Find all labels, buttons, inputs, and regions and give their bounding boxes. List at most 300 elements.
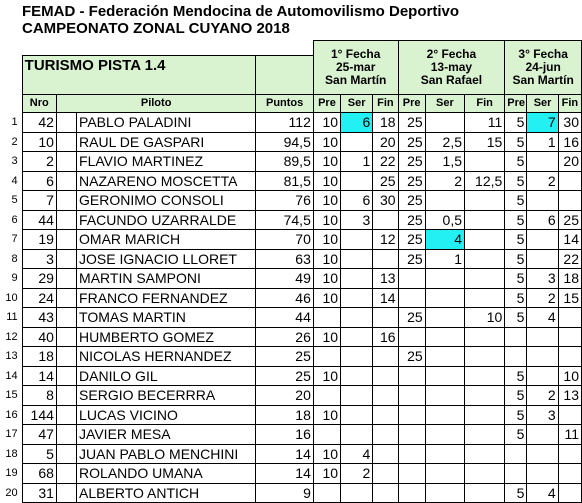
- car-number: 10: [22, 132, 56, 152]
- row-spacer: [56, 425, 76, 445]
- total-points: 49: [256, 269, 313, 289]
- race-points: 14: [373, 288, 398, 308]
- race-points: [527, 230, 558, 250]
- race-points: 10: [313, 191, 340, 211]
- race-points: 6: [527, 210, 558, 230]
- race-points: 1: [527, 132, 558, 152]
- table-row: [0, 152, 582, 172]
- race-points: [425, 425, 464, 445]
- total-points: 76: [256, 191, 313, 211]
- race-points: 30: [558, 113, 581, 133]
- pre-header-3: Pre: [505, 94, 527, 113]
- race-points: 2: [425, 171, 464, 191]
- race-points: [527, 366, 558, 386]
- race-points: 10: [558, 366, 581, 386]
- race-points: [425, 327, 464, 347]
- race-points: 10: [313, 230, 340, 250]
- race-points: 5: [505, 366, 527, 386]
- race-points: 4: [425, 230, 464, 250]
- race-points: 5: [505, 483, 527, 503]
- race-points: 5: [505, 171, 527, 191]
- race-points: [465, 425, 505, 445]
- ser-header-2: Ser: [425, 94, 464, 113]
- fin-header-1: Fin: [373, 94, 398, 113]
- row-index: 10: [5, 291, 18, 304]
- car-number: 29: [22, 269, 56, 289]
- race-points: 4: [341, 444, 373, 464]
- driver-name: FLAVIO MARTINEZ: [77, 152, 256, 172]
- car-number: 43: [22, 308, 56, 328]
- row-spacer: [56, 132, 76, 152]
- row-index: 3: [11, 155, 18, 168]
- total-points: 63: [256, 249, 313, 269]
- driver-name: DANILO GIL: [77, 366, 256, 386]
- table-row: [0, 405, 582, 425]
- race-points: 10: [313, 366, 340, 386]
- row-index: 9: [11, 272, 18, 285]
- car-number: 3: [22, 249, 56, 269]
- race-points: [313, 308, 340, 328]
- race-points: [465, 152, 505, 172]
- race-points: 5: [505, 308, 527, 328]
- race-points: [373, 347, 398, 367]
- race-points: 25: [398, 210, 425, 230]
- race-points: 16: [373, 327, 398, 347]
- total-points: 89,5: [256, 152, 313, 172]
- table-row: [0, 464, 582, 484]
- race-points: [465, 347, 505, 367]
- row-spacer: [56, 249, 76, 269]
- row-spacer: [56, 113, 76, 133]
- row-spacer: [56, 191, 76, 211]
- row-index: 19: [5, 467, 18, 480]
- race-points: [373, 405, 398, 425]
- row-spacer: [56, 171, 76, 191]
- race-points: [465, 269, 505, 289]
- row-spacer: [56, 230, 76, 250]
- race-points: 7: [527, 113, 558, 133]
- row-spacer: [56, 269, 76, 289]
- row-index: 8: [11, 252, 18, 265]
- row-index: 15: [5, 389, 18, 402]
- race-points: 18: [558, 269, 581, 289]
- row-spacer: [56, 308, 76, 328]
- total-points: 112: [256, 113, 313, 133]
- race-points: 1,5: [425, 152, 464, 172]
- race-points: 10: [313, 210, 340, 230]
- race-points: [425, 288, 464, 308]
- row-index: 5: [11, 194, 18, 207]
- race-points: 10: [313, 249, 340, 269]
- driver-name: FACUNDO UZARRALDE: [77, 210, 256, 230]
- car-number: 8: [22, 386, 56, 406]
- race-points: [465, 288, 505, 308]
- row-spacer: [56, 288, 76, 308]
- race-points: [465, 464, 505, 484]
- table-row: [0, 483, 582, 503]
- car-number: 14: [22, 366, 56, 386]
- race-points: [465, 483, 505, 503]
- race-points: 18: [373, 113, 398, 133]
- table-row: [0, 366, 582, 386]
- row-index: 20: [5, 486, 18, 499]
- car-number: 31: [22, 483, 56, 503]
- race-points: [425, 191, 464, 211]
- race-points: 3: [527, 405, 558, 425]
- driver-name: NAZARENO MOSCETTA: [77, 171, 256, 191]
- race-points: 25: [398, 230, 425, 250]
- driver-name: PABLO PALADINI: [77, 113, 256, 133]
- table-row: [0, 191, 582, 211]
- race-points: [527, 152, 558, 172]
- car-number: 6: [22, 171, 56, 191]
- table-row: [0, 210, 582, 230]
- race-points: [398, 425, 425, 445]
- race-points: [425, 269, 464, 289]
- row-index: 7: [11, 233, 18, 246]
- race-points: 30: [373, 191, 398, 211]
- race-points: 10: [313, 444, 340, 464]
- pre-header-1: Pre: [313, 94, 340, 113]
- fecha-1-place: San Martín: [325, 72, 387, 87]
- fecha-3-date: 24-jun: [525, 59, 561, 74]
- car-number: 68: [22, 464, 56, 484]
- race-points: [558, 191, 581, 211]
- race-points: 25: [398, 249, 425, 269]
- race-points: 3: [527, 269, 558, 289]
- race-points: [398, 288, 425, 308]
- table-row: [0, 132, 582, 152]
- total-points: 74,5: [256, 210, 313, 230]
- pre-header-2: Pre: [398, 94, 425, 113]
- race-points: [425, 347, 464, 367]
- race-points: 25: [398, 152, 425, 172]
- row-spacer: [56, 366, 76, 386]
- race-points: [465, 210, 505, 230]
- total-points: 70: [256, 230, 313, 250]
- race-points: [465, 366, 505, 386]
- race-points: [558, 327, 581, 347]
- driver-name: JAVIER MESA: [77, 425, 256, 445]
- table-row: [0, 113, 582, 133]
- race-points: 5: [505, 210, 527, 230]
- race-points: 15: [558, 288, 581, 308]
- race-points: [527, 347, 558, 367]
- race-points: [373, 444, 398, 464]
- total-points: 44: [256, 308, 313, 328]
- row-index: 4: [11, 174, 18, 187]
- fecha-1-name: 1° Fecha: [330, 46, 381, 61]
- total-points: 25: [256, 347, 313, 367]
- race-points: 2: [527, 288, 558, 308]
- driver-name: ALBERTO ANTICH: [77, 483, 256, 503]
- race-points: [341, 405, 373, 425]
- race-points: 5: [505, 132, 527, 152]
- fin-header-3: Fin: [558, 94, 581, 113]
- race-points: [341, 171, 373, 191]
- fecha-1-header: [313, 41, 398, 95]
- race-points: [465, 327, 505, 347]
- fecha-1-date: 25-mar: [336, 59, 376, 74]
- fin-header-2: Fin: [465, 94, 505, 113]
- race-points: [527, 444, 558, 464]
- race-points: [341, 132, 373, 152]
- race-points: 13: [558, 386, 581, 406]
- race-points: 4: [527, 308, 558, 328]
- race-points: 25: [398, 132, 425, 152]
- row-spacer: [56, 386, 76, 406]
- race-points: [527, 249, 558, 269]
- race-points: 20: [558, 152, 581, 172]
- total-points: 14: [256, 464, 313, 484]
- race-points: [505, 444, 527, 464]
- race-points: [341, 483, 373, 503]
- race-points: [465, 405, 505, 425]
- total-points: 81,5: [256, 171, 313, 191]
- race-points: [398, 444, 425, 464]
- race-points: 0,5: [425, 210, 464, 230]
- race-points: 1: [341, 152, 373, 172]
- race-points: 3: [341, 210, 373, 230]
- race-points: 5: [505, 269, 527, 289]
- table-row: [0, 444, 582, 464]
- race-points: 10: [313, 269, 340, 289]
- race-points: [341, 288, 373, 308]
- fecha-3-header: [505, 41, 582, 95]
- total-points: 46: [256, 288, 313, 308]
- ser-header-3: Ser: [527, 94, 558, 113]
- race-points: [425, 405, 464, 425]
- row-index: 6: [11, 213, 18, 226]
- race-points: [527, 327, 558, 347]
- table-row: [0, 327, 582, 347]
- race-points: 10: [313, 152, 340, 172]
- race-points: 6: [341, 191, 373, 211]
- race-points: 10: [313, 132, 340, 152]
- race-points: [425, 444, 464, 464]
- car-number: 44: [22, 210, 56, 230]
- driver-name: OMAR MARICH: [77, 230, 256, 250]
- race-points: [527, 191, 558, 211]
- row-spacer: [56, 483, 76, 503]
- driver-name: GERONIMO CONSOLI: [77, 191, 256, 211]
- race-points: 13: [373, 269, 398, 289]
- race-points: 10: [313, 405, 340, 425]
- race-points: 12,5: [465, 171, 505, 191]
- total-points: 9: [256, 483, 313, 503]
- race-points: [373, 210, 398, 230]
- car-number: 18: [22, 347, 56, 367]
- race-points: 25: [373, 171, 398, 191]
- fecha-2-date: 13-may: [430, 59, 473, 74]
- table-row: [0, 308, 582, 328]
- race-points: 10: [313, 327, 340, 347]
- race-points: [465, 230, 505, 250]
- race-points: [341, 269, 373, 289]
- race-points: [398, 483, 425, 503]
- race-points: 5: [505, 386, 527, 406]
- race-points: [373, 464, 398, 484]
- race-points: 11: [465, 113, 505, 133]
- driver-name: LUCAS VICINO: [77, 405, 256, 425]
- race-points: [398, 386, 425, 406]
- race-points: [425, 308, 464, 328]
- puntos-header: Puntos: [256, 94, 313, 113]
- race-points: 2,5: [425, 132, 464, 152]
- race-points: [341, 347, 373, 367]
- row-index: 12: [5, 330, 18, 343]
- row-index: 11: [6, 311, 18, 324]
- race-points: [558, 171, 581, 191]
- document-title: FEMAD - Federación Mendocina de Automovilismo Deportivo: [22, 3, 459, 20]
- driver-name: JOSE IGNACIO LLORET: [77, 249, 256, 269]
- race-points: 5: [505, 425, 527, 445]
- fecha-2-place: San Rafael: [420, 72, 483, 87]
- race-points: [398, 366, 425, 386]
- race-points: 5: [505, 405, 527, 425]
- table-row: [0, 230, 582, 250]
- driver-name: NICOLAS HERNANDEZ: [77, 347, 256, 367]
- row-index: 13: [5, 350, 18, 363]
- table-row: [0, 386, 582, 406]
- driver-name: FRANCO FERNANDEZ: [77, 288, 256, 308]
- race-points: 1: [425, 249, 464, 269]
- race-points: [465, 386, 505, 406]
- race-points: 10: [465, 308, 505, 328]
- row-spacer: [56, 210, 76, 230]
- race-points: 5: [505, 288, 527, 308]
- driver-name: ROLANDO UMANA: [77, 464, 256, 484]
- race-points: [341, 327, 373, 347]
- race-points: 25: [398, 113, 425, 133]
- race-points: 15: [465, 132, 505, 152]
- race-points: [373, 366, 398, 386]
- race-points: 20: [373, 132, 398, 152]
- driver-name: TOMAS MARTIN: [77, 308, 256, 328]
- race-points: [341, 366, 373, 386]
- race-points: [505, 347, 527, 367]
- car-number: 5: [22, 444, 56, 464]
- race-points: 25: [398, 308, 425, 328]
- race-points: [313, 386, 340, 406]
- race-points: 12: [373, 230, 398, 250]
- car-number: 42: [22, 113, 56, 133]
- fecha-2-header: [398, 41, 505, 95]
- piloto-header: Piloto: [56, 94, 255, 113]
- race-points: 4: [527, 483, 558, 503]
- car-number: 7: [22, 191, 56, 211]
- table-row: [0, 171, 582, 191]
- fecha-header-row: [0, 41, 582, 56]
- table-row: [0, 347, 582, 367]
- race-points: [341, 425, 373, 445]
- driver-name: HUMBERTO GOMEZ: [77, 327, 256, 347]
- row-spacer: [56, 464, 76, 484]
- race-points: 25: [558, 210, 581, 230]
- row-spacer: [56, 347, 76, 367]
- table-row: [0, 269, 582, 289]
- category-title: TURISMO PISTA 1.4: [22, 55, 256, 75]
- race-points: [373, 249, 398, 269]
- race-points: 2: [527, 386, 558, 406]
- fecha-3-name: 3° Fecha: [518, 46, 568, 61]
- race-points: [313, 483, 340, 503]
- row-spacer: [56, 152, 76, 172]
- race-points: [398, 405, 425, 425]
- table-row: [0, 425, 582, 445]
- race-points: 10: [313, 171, 340, 191]
- car-number: 47: [22, 425, 56, 445]
- row-index: 17: [5, 428, 18, 441]
- race-points: [558, 405, 581, 425]
- race-points: [558, 464, 581, 484]
- row-index: 18: [5, 447, 18, 460]
- race-points: [373, 425, 398, 445]
- race-points: [398, 269, 425, 289]
- race-points: [505, 327, 527, 347]
- row-index: 14: [5, 369, 18, 382]
- race-points: 5: [505, 191, 527, 211]
- race-points: [558, 444, 581, 464]
- race-points: 16: [558, 132, 581, 152]
- row-index: 2: [11, 135, 18, 148]
- race-points: [341, 386, 373, 406]
- race-points: 22: [558, 249, 581, 269]
- car-number: 144: [22, 405, 56, 425]
- race-points: 5: [505, 230, 527, 250]
- race-points: [425, 386, 464, 406]
- race-points: 25: [398, 191, 425, 211]
- race-points: [558, 483, 581, 503]
- standings-table: [0, 40, 582, 503]
- total-points: 14: [256, 444, 313, 464]
- race-points: [505, 464, 527, 484]
- race-points: [558, 347, 581, 367]
- race-points: 5: [505, 113, 527, 133]
- row-spacer: [56, 405, 76, 425]
- race-points: 10: [313, 288, 340, 308]
- driver-name: RAUL DE GASPARI: [77, 132, 256, 152]
- race-points: [341, 249, 373, 269]
- total-points: 94,5: [256, 132, 313, 152]
- race-points: 11: [558, 425, 581, 445]
- race-points: [558, 308, 581, 328]
- driver-name: JUAN PABLO MENCHINI: [77, 444, 256, 464]
- race-points: 10: [313, 464, 340, 484]
- race-points: 10: [313, 113, 340, 133]
- race-points: 2: [527, 171, 558, 191]
- table-row: [0, 288, 582, 308]
- race-points: 2: [341, 464, 373, 484]
- total-points: 26: [256, 327, 313, 347]
- race-points: 14: [558, 230, 581, 250]
- total-points: 25: [256, 366, 313, 386]
- race-points: [373, 386, 398, 406]
- race-points: [527, 464, 558, 484]
- total-points: 16: [256, 425, 313, 445]
- race-points: [373, 483, 398, 503]
- race-points: [465, 444, 505, 464]
- car-number: 24: [22, 288, 56, 308]
- driver-name: MARTIN SAMPONI: [77, 269, 256, 289]
- row-spacer: [56, 444, 76, 464]
- race-points: 6: [341, 113, 373, 133]
- race-points: [341, 230, 373, 250]
- row-spacer: [56, 327, 76, 347]
- race-points: [425, 113, 464, 133]
- race-points: [313, 425, 340, 445]
- table-row: [0, 249, 582, 269]
